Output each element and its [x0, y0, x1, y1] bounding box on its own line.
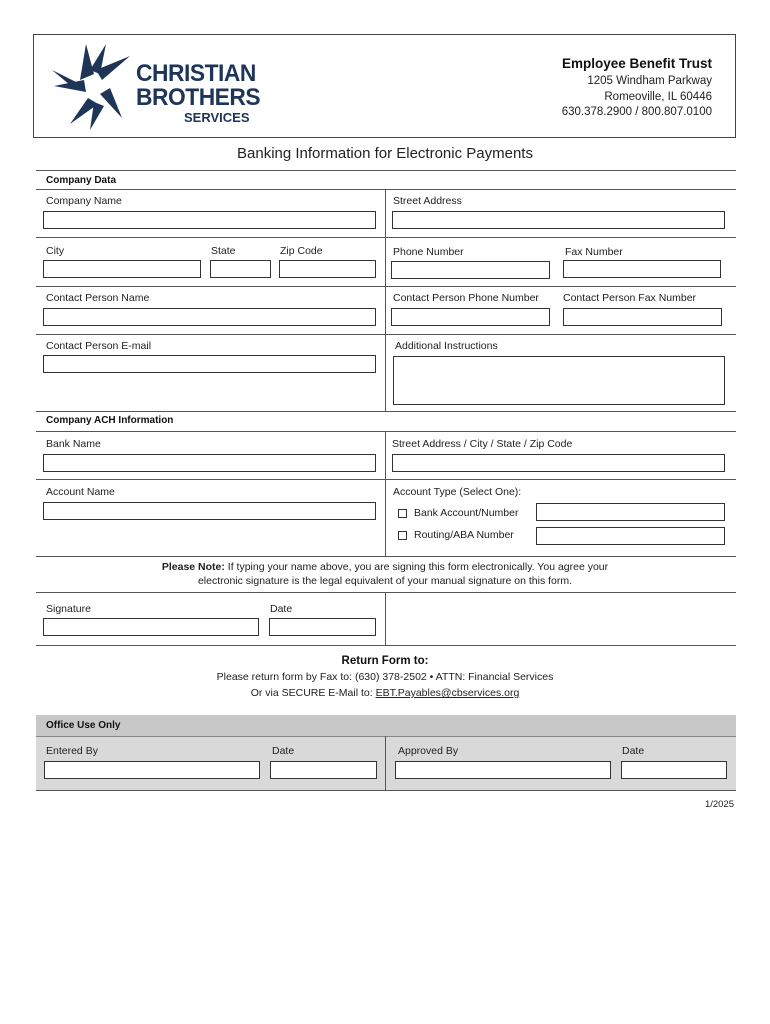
label-state: State [211, 245, 236, 257]
org-address-line2: Romeoville, IL 60446 [604, 91, 712, 103]
divider [36, 790, 736, 791]
label-bank-name: Bank Name [46, 438, 101, 450]
additional-instructions-field[interactable] [393, 356, 725, 405]
note-line1 [0, 561, 770, 573]
label-bank-account: Bank Account/Number [414, 507, 519, 519]
signature-field[interactable] [43, 618, 259, 636]
column-divider [385, 592, 386, 645]
section-company-data: Company Data [46, 175, 117, 186]
label-account-type: Account Type (Select One): [393, 486, 522, 498]
label-approved-by: Approved By [398, 745, 459, 757]
office-date2-field[interactable] [621, 761, 727, 779]
return-fax: Please return form by Fax to: (630) 378-2502 • ATTN: Financial Services [216, 671, 554, 683]
org-phone: 630.378.2900 / 800.807.0100 [561, 106, 712, 118]
label-office-date1: Date [272, 745, 295, 757]
label-additional-instructions: Additional Instructions [395, 340, 498, 352]
org-address-line1: 1205 Windham Parkway [587, 75, 712, 87]
divider [36, 411, 736, 412]
note-line2: electronic signature is the legal equivalent of your manual signature on this form. [197, 575, 573, 587]
zip-field[interactable] [279, 260, 376, 278]
label-zip: Zip Code [280, 245, 323, 257]
label-contact-phone: Contact Person Phone Number [393, 292, 539, 304]
fax-field[interactable] [563, 260, 721, 278]
label-routing-number: Routing/ABA Number [414, 529, 514, 541]
bank-account-number-field[interactable] [536, 503, 725, 521]
routing-number-field[interactable] [536, 527, 725, 545]
divider [36, 556, 736, 557]
org-name: Employee Benefit Trust [561, 56, 712, 71]
label-signature: Signature [46, 603, 91, 615]
office-date1-field[interactable] [270, 761, 377, 779]
logo-text-services: SERVICES [184, 110, 250, 125]
divider [36, 170, 736, 171]
label-street-address: Street Address [393, 195, 462, 207]
label-contact-email: Contact Person E-mail [46, 340, 152, 352]
bank-name-field[interactable] [43, 454, 376, 472]
bank-account-checkbox[interactable] [398, 509, 407, 518]
phone-field[interactable] [391, 261, 550, 279]
note-text1: If typing your name above, you are signing this form electronically. You agree your [224, 561, 609, 573]
note-bold: Please Note: [161, 561, 225, 573]
label-entered-by: Entered By [46, 745, 98, 757]
divider [36, 189, 736, 190]
label-office-date2: Date [622, 745, 645, 757]
logo-text-christian: CHRISTIAN [136, 60, 256, 87]
return-email-link[interactable]: EBT.Payables@cbservices.org [375, 687, 520, 699]
label-company-name: Company Name [46, 195, 122, 207]
company-logo [50, 40, 260, 132]
divider [36, 286, 736, 287]
revision-date: 1/2025 [704, 799, 734, 810]
label-city: City [46, 245, 65, 257]
divider [36, 479, 736, 480]
city-field[interactable] [43, 260, 201, 278]
label-contact-fax: Contact Person Fax Number [563, 292, 697, 304]
label-phone: Phone Number [393, 246, 464, 258]
divider [36, 237, 736, 238]
star-logo-icon [50, 40, 136, 132]
approved-by-field[interactable] [395, 761, 611, 779]
routing-number-checkbox[interactable] [398, 531, 407, 540]
form-title: Banking Information for Electronic Payments [237, 145, 533, 162]
divider [36, 431, 736, 432]
label-bank-address: Street Address / City / State / Zip Code [392, 438, 573, 450]
column-divider [385, 736, 386, 790]
contact-email-field[interactable] [43, 355, 376, 373]
label-account-name: Account Name [46, 486, 115, 498]
return-title: Return Form to: [341, 655, 429, 667]
entered-by-field[interactable] [44, 761, 260, 779]
column-divider [385, 431, 386, 556]
return-email-prefix: Or via SECURE E-Mail to: [250, 687, 376, 699]
contact-name-field[interactable] [43, 308, 376, 326]
return-email-line [0, 687, 770, 699]
divider [36, 334, 736, 335]
bank-address-field[interactable] [392, 454, 725, 472]
label-fax: Fax Number [565, 246, 623, 258]
section-office-use: Office Use Only [46, 720, 121, 731]
signature-date-field[interactable] [269, 618, 376, 636]
account-name-field[interactable] [43, 502, 376, 520]
office-use-header-band [36, 715, 736, 736]
label-signature-date: Date [270, 603, 293, 615]
divider [36, 645, 736, 646]
label-contact-name: Contact Person Name [46, 292, 150, 304]
column-divider [385, 189, 386, 411]
section-ach: Company ACH Information [46, 415, 174, 426]
state-field[interactable] [210, 260, 271, 278]
contact-fax-field[interactable] [563, 308, 722, 326]
company-name-field[interactable] [43, 211, 376, 229]
divider [36, 736, 736, 737]
divider [36, 592, 736, 593]
logo-text-brothers: BROTHERS [136, 84, 261, 111]
street-address-field[interactable] [392, 211, 725, 229]
contact-phone-field[interactable] [391, 308, 550, 326]
